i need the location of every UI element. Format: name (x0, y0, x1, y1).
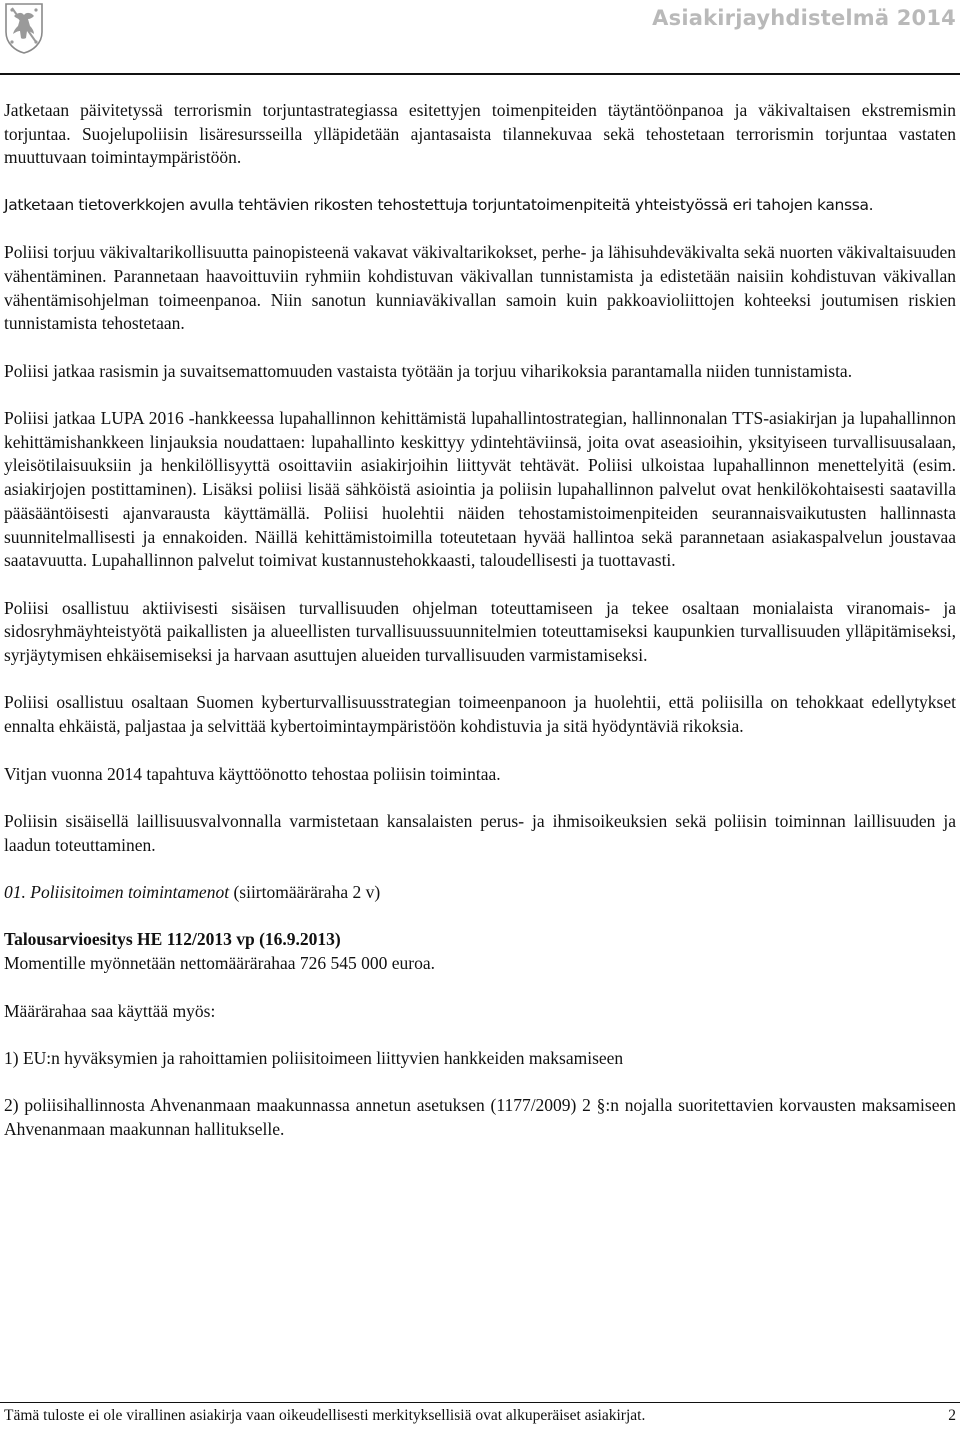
page-header (0, 0, 960, 78)
paragraph-terrorism: Jatketaan päivitetyssä terrorismin torjuntastrategiassa esitettyjen toimenpiteiden täytäntöönpanoa ja väkivaltaisen ekstremismin torjuntaa. Suojelupoliisin lisäresursseilla ylläpidetään ajantasaista tilannekuvaa sekä tehostetaan terrorismin torjuntaa vastaten muuttuvaan toimintaympäristöön. (4, 100, 956, 168)
header-divider (0, 73, 960, 75)
paragraph-vitja: Vitjan vuonna 2014 tapahtuva käyttöönotto tehostaa poliisin toimintaa. (4, 763, 501, 784)
paragraph-violence: Poliisi torjuu väkivaltarikollisuutta painopisteenä vakavat väkivaltarikokset, perhe- ja lähisuhdeväkivalta sekä nuorten väkivaltaisuuden vähentäminen. Parannetaan haavoittuviin ryhmiin kohdistuvan väkivallan tunnistamista ja edistetään naisiin kohdistuvan väkivallan vähentämisohjelman toimeenpanoa. Niin sanotun kunniaväkivallan samoin kuin pakkoavioliittojen kohteeksi joutumisen riskien tunnistamista tehostetaan. (4, 242, 956, 334)
finnish-coat-of-arms-icon (4, 2, 44, 54)
moment-name: Poliisitoimen toimintamenot (30, 882, 230, 903)
moment-number: 01. (4, 882, 26, 903)
paragraph-cyber-security: Poliisi osallistuu osaltaan Suomen kyberturvallisuusstrategian toimeenpanoon ja huolehtii, että poliisilla on tehokkaat edellytykset ennalta ehkäistä, paljastaa ja selvittää kybertoimintaympäristöön kohdistuvia ja sitä hyödyntäviä rikoksia. (4, 692, 956, 737)
footer-divider (0, 1402, 960, 1403)
paragraph-licence-administration: Poliisi jatkaa LUPA 2016 -hankkeessa lupahallinnon kehittämistä lupahallintostrategian, hallinnonalan TTS-asiakirjan ja lupahallinnon kehittämishankkeen linjauksia noudattaen: lupahallinto keskittyy ydintehtäviinsä, joita ovat aseasioihin, yksityiseen turvallisuusalaan, yleisötilaisuuksiin ja henkilöllisyyttä osoittaviin asiakirjoihin liittyvät tehtävät. Poliisi ulkoistaa lupahallinnon menettelyitä (esim. asiakirjojen postittaminen). Lisäksi poliisi lisää sähköistä asiointia ja poliisin lupahallinnon palvelut ovat henkilökohtaisesti saatavilla pääsääntöisesti ajanvarausta käyttämällä. Poliisi huolehtii näiden tehostamistoimenpiteiden seurannaisvaikutusten hallinnasta suunnitelmallisesti ja ennakoiden. Näillä kehittämistoimilla toteutetaan hyvää hallintoa sekä parannetaan asiakaspalvelun joustavaa saatavuutta. Lupahallinnon palvelut toimivat kustannustehokkaasti, taloudellisesti ja tuottavasti. (4, 408, 956, 571)
appropriation-usage-intro: Määrärahaa saa käyttää myös: (4, 1000, 216, 1021)
appropriation-amount: Momentille myönnetään nettomäärärahaa 726 545 000 euroa. (4, 953, 436, 974)
paragraph-cybercrime: Jatketaan tietoverkkojen avulla tehtävien rikosten tehostettuja torjuntatoimenpiteitä yhteistyössä eri tahojen kanssa. (4, 195, 874, 214)
document-body (4, 99, 956, 1142)
budget-proposal-heading: Talousarvioesitys HE 112/2013 vp (16.9.2013) (4, 929, 341, 950)
paragraph-legality-control: Poliisin sisäisellä laillisuusvalvonnalla varmistetaan kansalaisten perus- ja ihmisoikeuksien sekä poliisin toiminnan laillisuuden ja laadun toteuttaminen. (4, 810, 956, 855)
appropriation-usage-item-1: 1) EU:n hyväksymien ja rahoittamien poliisitoimeen liittyvien hankkeiden maksamiseen (4, 1047, 624, 1068)
page-number: 2 (948, 1407, 956, 1424)
paragraph-racism: Poliisi jatkaa rasismin ja suvaitsemattomuuden vastaista työtään ja torjuu viharikoksia parantamalla niiden tunnistamista. (4, 360, 853, 381)
moment-heading (4, 881, 956, 905)
moment-kind: (siirtomääräraha 2 v) (233, 882, 381, 903)
appropriation-usage-item-2: 2) poliisihallinnosta Ahvenanmaan maakunnassa annetun asetuksen (1177/2009) 2 §:n nojalla suoritettavien korvausten maksamiseen Ahvenanmaan maakunnan hallitukselle. (4, 1095, 956, 1140)
paragraph-internal-security: Poliisi osallistuu aktiivisesti sisäisen turvallisuuden ohjelman toteuttamiseen ja tekee osaltaan monialaista viranomais- ja sidosryhmäyhteistyötä paikallisten ja alueellisten turvallisuussuunnitelmien toteuttamiseksi kaupunkien turvallisuuden ylläpitämiseksi, syrjäytymisen ehkäisemiseksi ja harvaan asuttujen alueiden turvallisuuden varmistamiseksi. (4, 597, 956, 666)
document-title: Asiakirjayhdistelmä 2014 (652, 6, 956, 30)
footer-disclaimer: Tämä tuloste ei ole virallinen asiakirja vaan oikeudellisesti merkityksellisiä ovat alkuperäiset asiakirjat. (4, 1407, 646, 1424)
